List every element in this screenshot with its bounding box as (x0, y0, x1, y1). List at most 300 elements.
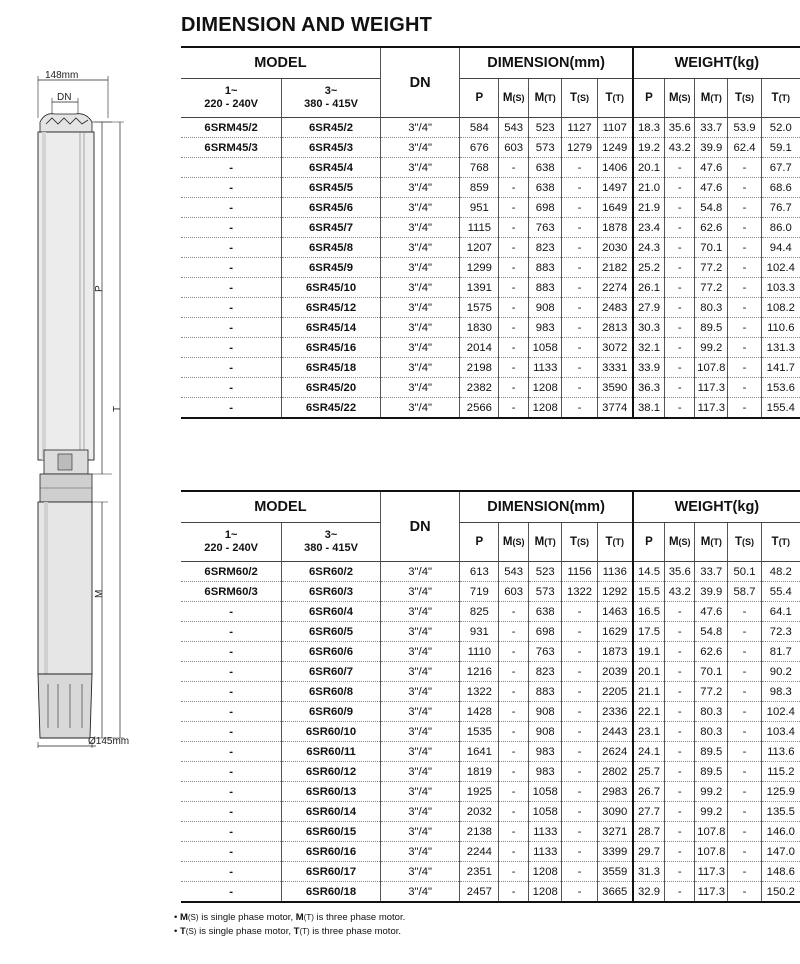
dn-cell: 3"/4" (380, 642, 460, 662)
table-row (181, 602, 800, 622)
value-cell: 33.7 (695, 562, 728, 582)
dn-cell: 3"/4" (380, 862, 460, 882)
value-cell: 1575 (460, 298, 499, 318)
model-cell: - (181, 218, 282, 238)
value-cell: - (665, 782, 695, 802)
value-cell: 38.1 (633, 398, 665, 419)
dn-header: DN (380, 47, 460, 118)
value-cell: 823 (529, 662, 562, 682)
value-cell: 107.8 (695, 358, 728, 378)
value-cell: - (728, 702, 761, 722)
value-cell: 1115 (460, 218, 499, 238)
value-cell: 763 (529, 218, 562, 238)
value-cell: - (562, 238, 597, 258)
value-cell: 1292 (597, 582, 632, 602)
col-w-m-s: M(S) (665, 79, 695, 118)
table-row (181, 298, 800, 318)
value-cell: 26.1 (633, 278, 665, 298)
value-cell: - (728, 358, 761, 378)
value-cell: 1819 (460, 762, 499, 782)
value-cell: - (728, 802, 761, 822)
value-cell: 1136 (597, 562, 632, 582)
model-cell: 6SR60/14 (282, 802, 381, 822)
value-cell: 21.9 (633, 198, 665, 218)
value-cell: - (728, 338, 761, 358)
value-cell: 59.1 (761, 138, 800, 158)
model-cell: 6SR60/4 (282, 602, 381, 622)
value-cell: - (562, 258, 597, 278)
value-cell: - (562, 862, 597, 882)
model-cell: 6SR60/15 (282, 822, 381, 842)
value-cell: 62.6 (695, 218, 728, 238)
value-cell: 39.9 (695, 138, 728, 158)
value-cell: 99.2 (695, 802, 728, 822)
model-cell: - (181, 842, 282, 862)
value-cell: - (665, 862, 695, 882)
model-cell: 6SR60/7 (282, 662, 381, 682)
value-cell: - (665, 702, 695, 722)
value-cell: 1629 (597, 622, 632, 642)
value-cell: 33.7 (695, 118, 728, 138)
model-cell: - (181, 278, 282, 298)
dn-cell: 3"/4" (380, 602, 460, 622)
spec-table-6sr45 (181, 46, 800, 419)
model-cell: - (181, 158, 282, 178)
value-cell: 1391 (460, 278, 499, 298)
value-cell: - (562, 842, 597, 862)
value-cell: 32.9 (633, 882, 665, 903)
value-cell: - (728, 398, 761, 419)
value-cell: - (665, 642, 695, 662)
value-cell: 21.1 (633, 682, 665, 702)
value-cell: - (499, 298, 529, 318)
model-cell: 6SR60/16 (282, 842, 381, 862)
value-cell: 1207 (460, 238, 499, 258)
value-cell: 1133 (529, 842, 562, 862)
col-w-p: P (633, 523, 665, 562)
value-cell: 23.4 (633, 218, 665, 238)
value-cell: 153.6 (761, 378, 800, 398)
value-cell: - (665, 682, 695, 702)
value-cell: - (665, 822, 695, 842)
table-row (181, 582, 800, 602)
model-cell: - (181, 298, 282, 318)
dn-cell: 3"/4" (380, 662, 460, 682)
model-cell: 6SR45/8 (282, 238, 381, 258)
model-header: MODEL (181, 47, 380, 79)
value-cell: 1208 (529, 882, 562, 903)
value-cell: - (665, 158, 695, 178)
col-w-m-t: M(T) (695, 523, 728, 562)
value-cell: 107.8 (695, 842, 728, 862)
value-cell: 33.9 (633, 358, 665, 378)
value-cell: 523 (529, 118, 562, 138)
dn-cell: 3"/4" (380, 238, 460, 258)
value-cell: 135.5 (761, 802, 800, 822)
value-cell: 1279 (562, 138, 597, 158)
value-cell: 25.2 (633, 258, 665, 278)
value-cell: 908 (529, 702, 562, 722)
value-cell: 107.8 (695, 822, 728, 842)
value-cell: 115.2 (761, 762, 800, 782)
footnote-motor: • M(S) is single phase motor, M(T) is three phase motor. (174, 912, 406, 923)
value-cell: 2182 (597, 258, 632, 278)
dn-cell: 3"/4" (380, 782, 460, 802)
dn-cell: 3"/4" (380, 218, 460, 238)
value-cell: - (499, 842, 529, 862)
value-cell: 1497 (597, 178, 632, 198)
value-cell: 155.4 (761, 398, 800, 419)
table-row (181, 782, 800, 802)
model-cell: - (181, 822, 282, 842)
value-cell: 28.7 (633, 822, 665, 842)
value-cell: - (728, 218, 761, 238)
value-cell: 150.2 (761, 882, 800, 903)
model-cell: - (181, 602, 282, 622)
value-cell: 2138 (460, 822, 499, 842)
value-cell: - (728, 662, 761, 682)
value-cell: 698 (529, 198, 562, 218)
value-cell: - (665, 358, 695, 378)
value-cell: 1133 (529, 822, 562, 842)
value-cell: 103.4 (761, 722, 800, 742)
value-cell: 3399 (597, 842, 632, 862)
model-cell: 6SR45/18 (282, 358, 381, 378)
model-cell: - (181, 318, 282, 338)
value-cell: 1058 (529, 338, 562, 358)
model-cell: 6SR45/3 (282, 138, 381, 158)
value-cell: 98.3 (761, 682, 800, 702)
value-cell: - (499, 358, 529, 378)
model-cell: - (181, 258, 282, 278)
value-cell: 39.9 (695, 582, 728, 602)
dimension-header: DIMENSION(mm) (460, 47, 633, 79)
value-cell: 68.6 (761, 178, 800, 198)
value-cell: - (499, 158, 529, 178)
value-cell: 3271 (597, 822, 632, 842)
top-width-label: 148mm (45, 70, 79, 81)
value-cell: 638 (529, 158, 562, 178)
model-cell: 6SR45/16 (282, 338, 381, 358)
model-cell: - (181, 782, 282, 802)
value-cell: 16.5 (633, 602, 665, 622)
value-cell: 72.3 (761, 622, 800, 642)
value-cell: 1535 (460, 722, 499, 742)
value-cell: - (665, 258, 695, 278)
value-cell: 125.9 (761, 782, 800, 802)
value-cell: - (665, 882, 695, 903)
dn-cell: 3"/4" (380, 742, 460, 762)
dimension-m-label: M (94, 589, 105, 598)
value-cell: - (499, 622, 529, 642)
model-cell: 6SR45/6 (282, 198, 381, 218)
model-cell: 6SR45/14 (282, 318, 381, 338)
value-cell: 99.2 (695, 782, 728, 802)
dn-cell: 3"/4" (380, 358, 460, 378)
table-row (181, 398, 800, 419)
value-cell: - (665, 178, 695, 198)
value-cell: - (499, 198, 529, 218)
value-cell: - (665, 662, 695, 682)
table-row (181, 802, 800, 822)
value-cell: - (562, 782, 597, 802)
value-cell: - (562, 218, 597, 238)
value-cell: 2030 (597, 238, 632, 258)
dn-cell: 3"/4" (380, 298, 460, 318)
value-cell: 1428 (460, 702, 499, 722)
value-cell: 20.1 (633, 158, 665, 178)
col-w-m-t: M(T) (695, 79, 728, 118)
value-cell: 2198 (460, 358, 499, 378)
value-cell: 1649 (597, 198, 632, 218)
value-cell: - (665, 298, 695, 318)
value-cell: - (499, 602, 529, 622)
value-cell: 80.3 (695, 298, 728, 318)
value-cell: - (728, 198, 761, 218)
col-m-t: M(T) (529, 79, 562, 118)
value-cell: 80.3 (695, 722, 728, 742)
model-cell: - (181, 882, 282, 903)
value-cell: - (562, 822, 597, 842)
value-cell: - (562, 278, 597, 298)
col-w-t-t: T(T) (761, 523, 800, 562)
value-cell: 2382 (460, 378, 499, 398)
value-cell: 103.3 (761, 278, 800, 298)
value-cell: - (665, 802, 695, 822)
model-cell: - (181, 238, 282, 258)
value-cell: 1463 (597, 602, 632, 622)
value-cell: 2566 (460, 398, 499, 419)
value-cell: 638 (529, 602, 562, 622)
value-cell: 2802 (597, 762, 632, 782)
value-cell: - (562, 318, 597, 338)
value-cell: 1322 (562, 582, 597, 602)
dn-cell: 3"/4" (380, 258, 460, 278)
value-cell: 25.7 (633, 762, 665, 782)
value-cell: 64.1 (761, 602, 800, 622)
value-cell: - (499, 762, 529, 782)
value-cell: 3665 (597, 882, 632, 903)
model-cell: 6SR45/2 (282, 118, 381, 138)
table-row (181, 842, 800, 862)
value-cell: 2274 (597, 278, 632, 298)
value-cell: 573 (529, 138, 562, 158)
value-cell: 70.1 (695, 238, 728, 258)
value-cell: 3774 (597, 398, 632, 419)
value-cell: 1641 (460, 742, 499, 762)
value-cell: - (562, 642, 597, 662)
value-cell: 1058 (529, 782, 562, 802)
value-cell: 763 (529, 642, 562, 662)
value-cell: - (499, 378, 529, 398)
value-cell: 62.4 (728, 138, 761, 158)
value-cell: - (728, 378, 761, 398)
value-cell: 1830 (460, 318, 499, 338)
value-cell: 35.6 (665, 118, 695, 138)
model-cell: 6SR60/10 (282, 722, 381, 742)
value-cell: 2443 (597, 722, 632, 742)
value-cell: - (728, 238, 761, 258)
value-cell: 2244 (460, 842, 499, 862)
value-cell: 523 (529, 562, 562, 582)
table-row (181, 278, 800, 298)
value-cell: 676 (460, 138, 499, 158)
value-cell: 23.1 (633, 722, 665, 742)
dn-cell: 3"/4" (380, 702, 460, 722)
dimension-t-label: T (112, 405, 123, 412)
value-cell: - (499, 742, 529, 762)
col-t-t: T(T) (597, 79, 632, 118)
value-cell: - (562, 358, 597, 378)
value-cell: 883 (529, 682, 562, 702)
value-cell: - (728, 178, 761, 198)
weight-header: WEIGHT(kg) (633, 491, 800, 523)
value-cell: - (499, 642, 529, 662)
value-cell: 36.3 (633, 378, 665, 398)
value-cell: - (728, 762, 761, 782)
three-phase-header: 3~ 380 - 415V (282, 79, 381, 118)
dn-cell: 3"/4" (380, 158, 460, 178)
table-row (181, 642, 800, 662)
value-cell: 81.7 (761, 642, 800, 662)
weight-header: WEIGHT(kg) (633, 47, 800, 79)
model-cell: 6SR45/20 (282, 378, 381, 398)
table-row (181, 562, 800, 582)
model-cell: 6SR45/12 (282, 298, 381, 318)
value-cell: 3559 (597, 862, 632, 882)
value-cell: 32.1 (633, 338, 665, 358)
value-cell: 76.7 (761, 198, 800, 218)
value-cell: 117.3 (695, 378, 728, 398)
value-cell: 698 (529, 622, 562, 642)
value-cell: 148.6 (761, 862, 800, 882)
spec-table-6sr60 (181, 490, 800, 903)
model-cell: 6SR60/6 (282, 642, 381, 662)
value-cell: 1249 (597, 138, 632, 158)
value-cell: 908 (529, 298, 562, 318)
value-cell: 31.3 (633, 862, 665, 882)
table-row (181, 862, 800, 882)
value-cell: 1127 (562, 118, 597, 138)
value-cell: - (728, 742, 761, 762)
value-cell: - (499, 318, 529, 338)
value-cell: 43.2 (665, 138, 695, 158)
value-cell: 86.0 (761, 218, 800, 238)
value-cell: - (499, 722, 529, 742)
model-cell: 6SR60/17 (282, 862, 381, 882)
table-row (181, 882, 800, 903)
model-cell: - (181, 358, 282, 378)
value-cell: 1107 (597, 118, 632, 138)
value-cell: - (499, 802, 529, 822)
dn-cell: 3"/4" (380, 582, 460, 602)
dn-cell: 3"/4" (380, 178, 460, 198)
value-cell: 883 (529, 278, 562, 298)
value-cell: 117.3 (695, 398, 728, 419)
value-cell: 951 (460, 198, 499, 218)
value-cell: 3072 (597, 338, 632, 358)
value-cell: - (562, 198, 597, 218)
col-m-s: M(S) (499, 523, 529, 562)
dn-cell: 3"/4" (380, 338, 460, 358)
dn-cell: 3"/4" (380, 842, 460, 862)
dn-label: DN (57, 92, 72, 103)
dn-cell: 3"/4" (380, 378, 460, 398)
value-cell: 20.1 (633, 662, 665, 682)
value-cell: 603 (499, 138, 529, 158)
dn-header: DN (380, 491, 460, 562)
value-cell: 1299 (460, 258, 499, 278)
value-cell: - (499, 822, 529, 842)
col-w-t-t: T(T) (761, 79, 800, 118)
value-cell: 1208 (529, 398, 562, 419)
dimension-p-label: P (94, 285, 105, 292)
model-cell: 6SRM60/3 (181, 582, 282, 602)
value-cell: - (499, 662, 529, 682)
value-cell: 52.0 (761, 118, 800, 138)
model-cell: 6SR45/5 (282, 178, 381, 198)
value-cell: - (562, 178, 597, 198)
value-cell: - (562, 158, 597, 178)
value-cell: - (499, 218, 529, 238)
value-cell: - (562, 622, 597, 642)
value-cell: 54.8 (695, 198, 728, 218)
value-cell: 543 (499, 118, 529, 138)
model-cell: - (181, 398, 282, 419)
bottom-diameter-label: Ø145mm (88, 736, 130, 747)
value-cell: - (665, 762, 695, 782)
value-cell: 70.1 (695, 662, 728, 682)
value-cell: 1216 (460, 662, 499, 682)
dn-cell: 3"/4" (380, 562, 460, 582)
value-cell: 1322 (460, 682, 499, 702)
value-cell: 102.4 (761, 258, 800, 278)
value-cell: 1406 (597, 158, 632, 178)
value-cell: - (665, 622, 695, 642)
table-row (181, 378, 800, 398)
table-row (181, 318, 800, 338)
value-cell: 24.3 (633, 238, 665, 258)
value-cell: 1208 (529, 378, 562, 398)
value-cell: - (728, 882, 761, 903)
value-cell: - (728, 298, 761, 318)
col-w-p: P (633, 79, 665, 118)
value-cell: 983 (529, 742, 562, 762)
table-row (181, 622, 800, 642)
table-row (181, 138, 800, 158)
value-cell: 117.3 (695, 882, 728, 903)
value-cell: 2483 (597, 298, 632, 318)
model-cell: 6SR60/5 (282, 622, 381, 642)
value-cell: - (499, 782, 529, 802)
dn-cell: 3"/4" (380, 762, 460, 782)
value-cell: 141.7 (761, 358, 800, 378)
value-cell: 89.5 (695, 318, 728, 338)
value-cell: - (562, 338, 597, 358)
dn-cell: 3"/4" (380, 722, 460, 742)
value-cell: 1156 (562, 562, 597, 582)
value-cell: 983 (529, 762, 562, 782)
value-cell: - (728, 862, 761, 882)
pump-dimension-diagram (0, 60, 175, 760)
model-cell: 6SRM60/2 (181, 562, 282, 582)
value-cell: - (499, 862, 529, 882)
model-cell: 6SR45/10 (282, 278, 381, 298)
value-cell: 24.1 (633, 742, 665, 762)
value-cell: 21.0 (633, 178, 665, 198)
value-cell: - (728, 782, 761, 802)
table-row (181, 742, 800, 762)
